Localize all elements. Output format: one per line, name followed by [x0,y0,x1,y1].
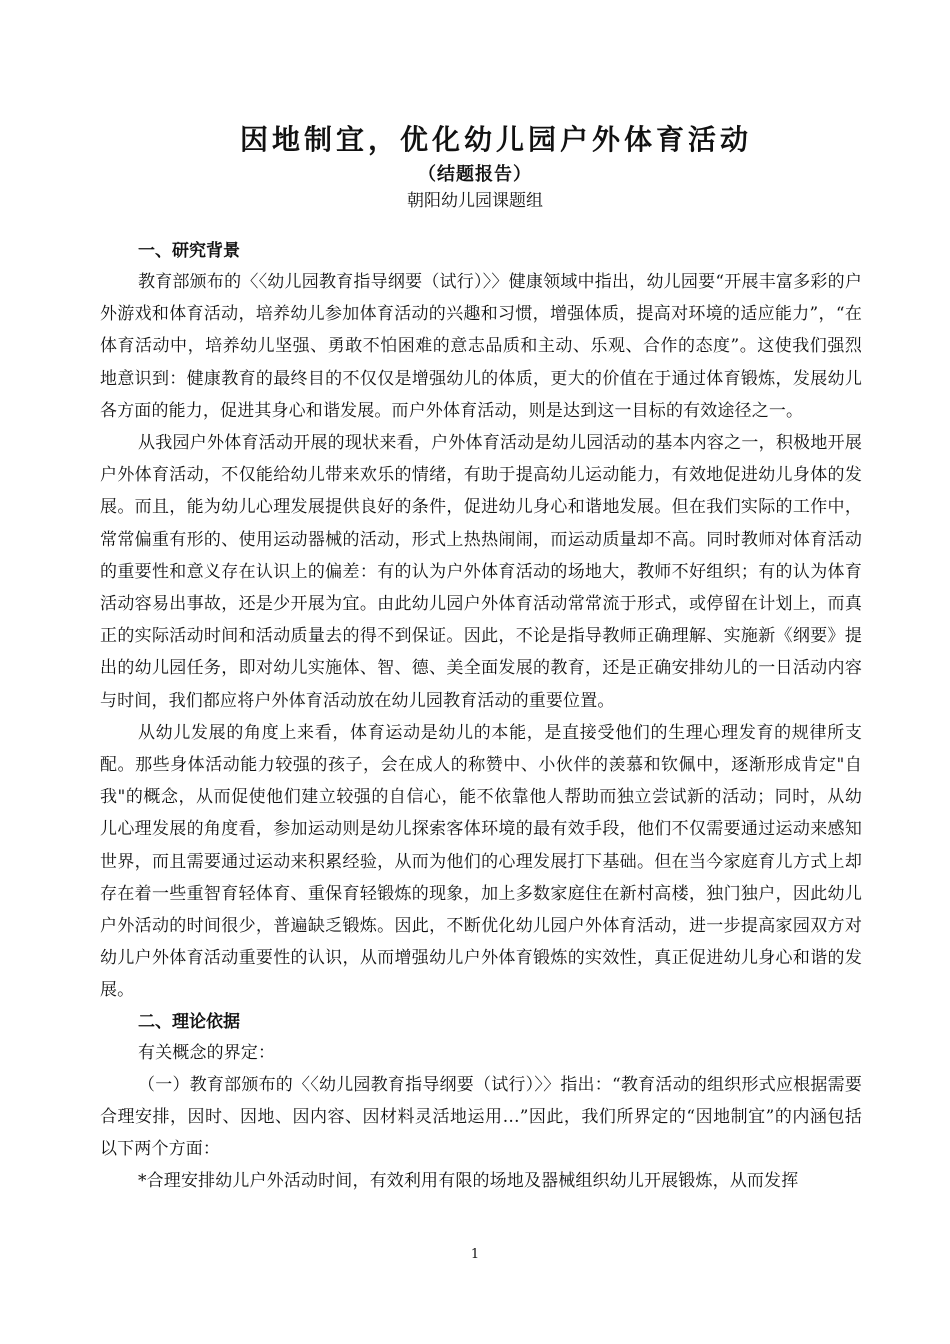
paragraph: 从幼儿发展的角度上来看，体育运动是幼儿的本能，是直接受他们的生理心理发育的规律所支配。那些身体活动能力较强的孩子，会在成人的称赞中、小伙伴的羡慕和钦佩中，逐渐形成肯定"自我"的概念，从而促使他们建立较强的自信心，能不依靠他人帮助而独立尝试新的活动；同时，从幼儿心理发展的角度看，参加运动则是幼儿探索客体环境的最有效手段，他们不仅需要通过运动来感知世界，而且需要通过运动来积累经验，从而为他们的心理发展打下基础。但在当今家庭育儿方式上却存在着一些重智育轻体育、重保育轻锻炼的现象，加上多数家庭住在新村高楼，独门独户，因此幼儿户外活动的时间很少，普遍缺乏锻炼。因此，不断优化幼儿园户外体育活动，进一步提高家园双方对幼儿户外体育活动重要性的认识，从而增强幼儿户外体育锻炼的实效性，真正促进幼儿身心和谐的发展。 [100,722,862,1001]
paragraph: *合理安排幼儿户外活动时间，有效利用有限的场地及器械组织幼儿开展锻炼，从而发挥 [138,1171,799,1192]
document-author: 朝阳幼儿园课题组 [407,191,543,211]
document-body [100,236,862,1198]
section-heading-theory: 二、理论依据 [138,1011,240,1032]
document-title: 因地制宜，优化幼儿园户外体育活动 [240,123,753,156]
paragraph: 从我园户外体育活动开展的现状来看，户外体育活动是幼儿园活动的基本内容之一，积极地开展户外体育活动，不仅能给幼儿带来欢乐的情绪，有助于提高幼儿运动能力，有效地促进幼儿身体的发展。而且，能为幼儿心理发展提供良好的条件，促进幼儿身心和谐地发展。但在我们实际的工作中，常常偏重有形的、使用运动器械的活动，形式上热热闹闹，而运动质量却不高。同时教师对体育活动的重要性和意义存在认识上的偏差：有的认为户外体育活动的场地大，教师不好组织；有的认为体育活动容易出事故，还是少开展为宜。由此幼儿园户外体育活动常常流于形式，或停留在计划上，而真正的实际活动时间和活动质量去的得不到保证。因此，不论是指导教师正确理解、实施新《纲要》提出的幼儿园任务，即对幼儿实施体、智、德、美全面发展的教育，还是正确安排幼儿的一日活动内容与时间，我们都应将户外体育活动放在幼儿园教育活动的重要位置。 [100,433,862,711]
page-number: 1 [470,1247,480,1262]
document-subtitle: （结题报告） [418,164,532,185]
paragraph: 教育部颁布的〈〈幼儿园教育指导纲要（试行）〉〉健康领域中指出，幼儿园要“开展丰富多彩的户外游戏和体育活动，培养幼儿参加体育活动的兴趣和习惯，增强体质，提高对环境的适应能力”，“在体育活动中，培养幼儿坚强、勇敢不怕困难的意志品质和主动、乐观、合作的态度”。这使我们强烈地意识到：健康教育的最终目的不仅仅是增强幼儿的体质，更大的价值在于通过体育锻炼，发展幼儿各方面的能力，促进其身心和谐发展。而户外体育活动，则是达到这一目标的有效途径之一。 [100,272,862,421]
paragraph: 有关概念的界定： [138,1042,276,1063]
paragraph: （一）教育部颁布的〈〈幼儿园教育指导纲要（试行）〉〉指出：“教育活动的组织形式应根据需要合理安排，因时、因地、因内容、因材料灵活地运用…”因此，我们所界定的“因地制宜”的内涵包括以下两个方面： [100,1074,862,1160]
section-heading-background: 一、研究背景 [138,241,240,261]
